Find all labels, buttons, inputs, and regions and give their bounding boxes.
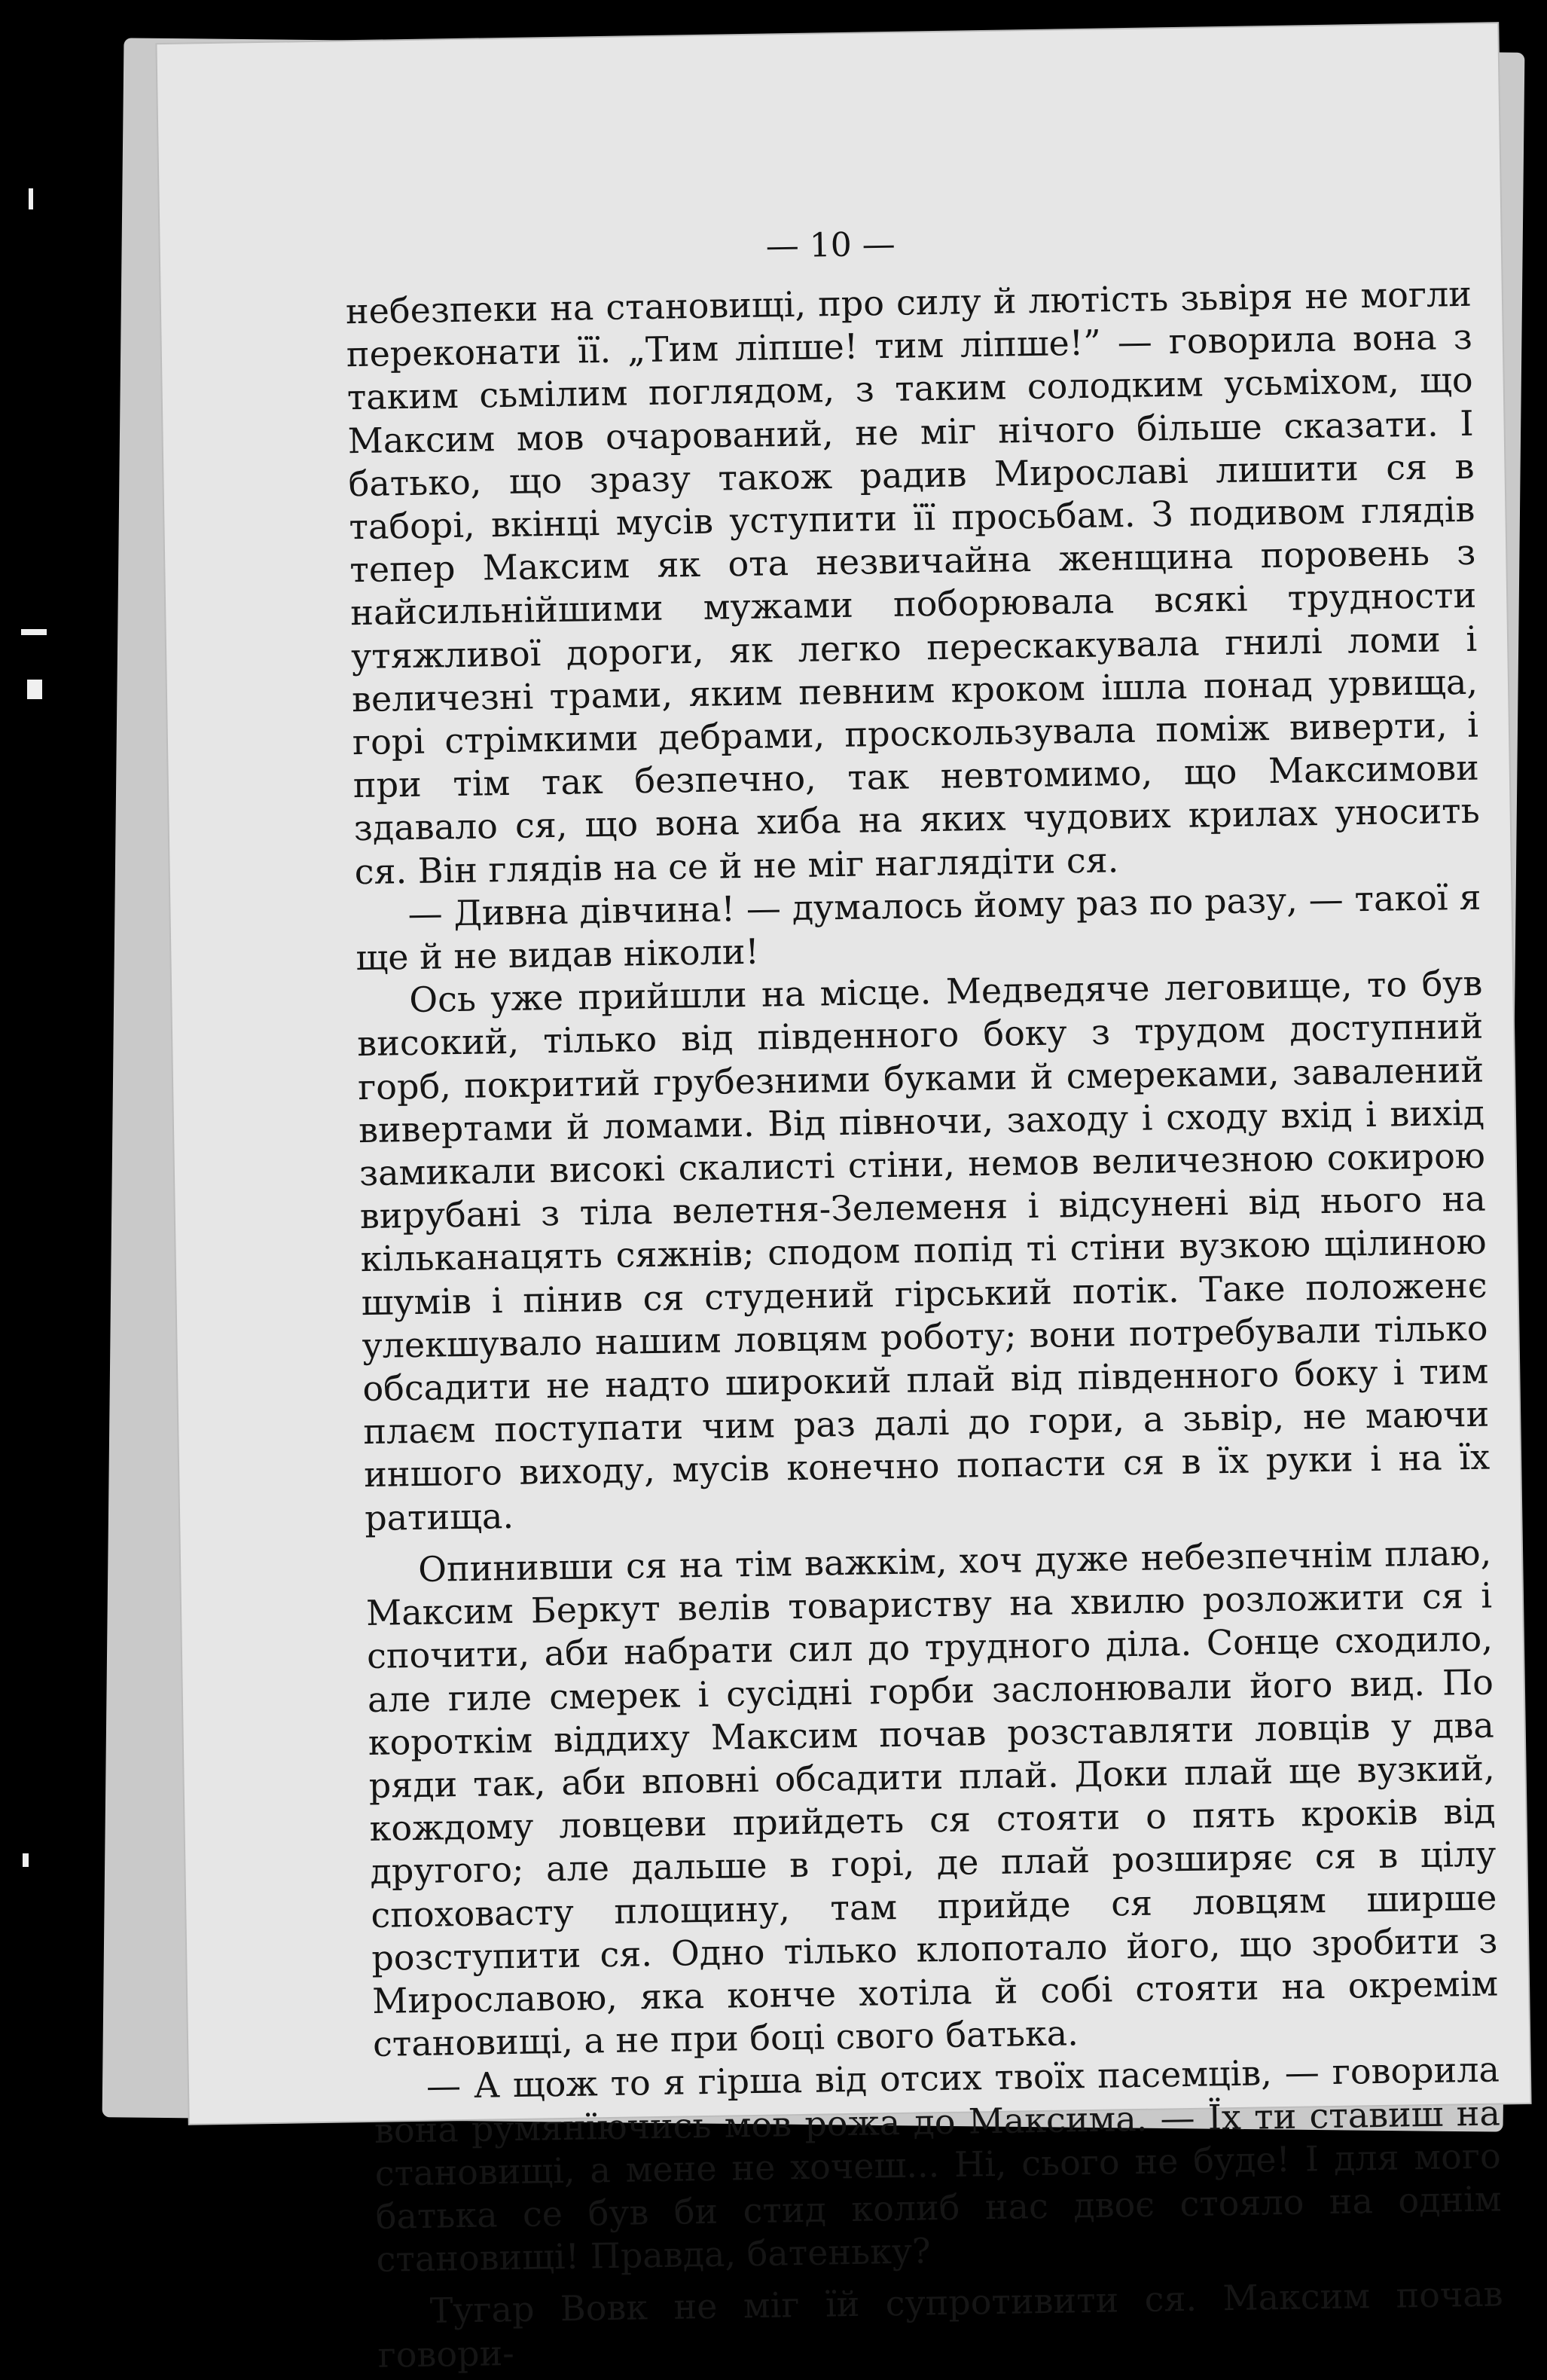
margin-speck [29, 188, 33, 209]
margin-speck [27, 680, 42, 699]
paragraph-tuhar-vovk: Тугар Вовк не міг їй супротивити ся. Максим почав говори- [377, 2273, 1503, 2375]
paragraph-lair-description: Ось уже прийшли на місце. Медведяче леговище, то був високий, тілько від південного боку з трудом доступний горб, покритий грубезними буками й смереками, завалений вивертами й ломами. Від півночи, заходу і сходу вхід і вихід замикали високі скалисті стіни, немов величезною сокирою вирубані з тіла велетня-Зелеменя і відсунені від нього на кільканацять сяжнів; сподом попід ті стіни вузкою щілиною шумів і пінив ся студений гірський потік. Таке положенє улекшувало нашим ловцям роботу; вони потребували тілько обсадити не надто широкий плай від південного боку і тим плаєм поступати чим раз далі до гори, а зьвір, не маючи иншого виходу, мусів конечно попасти ся в їх руки і на їх ратища. [356, 962, 1491, 1538]
paragraph-hunters-arrangement: Опинивши ся на тім важкім, хоч дуже небезпечнім плаю, Максим Беркут велів товариству на хвилю розложити ся і спочити, аби набрати сил до трудного діла. Сонце сходило, але гиле смерек і сусідні горби заслонювали його вид. По короткім віддиху Максим почав розставляти ловців у два ряди так, аби вповні обсадити плай. Доки плай ще вузкий, кождому ловцеви прийдеть ся стояти о пять кроків від другого; але дальше в горі, де плай розширяє ся в цілу споховасту площину, там прийде ся ловцям ширше розступити ся. Одно тілько клопотало його, що зробити з Мирославою, яка конче хотіла й собі стояти на окремім становищі, а не при боці свого батька. [365, 1532, 1499, 2065]
margin-speck [23, 1853, 29, 1867]
page-body-text [346, 273, 1504, 2377]
paragraph-continuation: небезпеки на становищі, про силу й лютість зьвіря не могли переконати її. „Тим ліпше! тим ліпше!” — говорила вона з таким сьмілим поглядом, з таким солодким усьміхом, що Максим мов очарований, не міг нічого більше сказати. І батько, що зразу також радив Мирославі лишити ся в таборі, вкінці мусів уступити її просьбам. З подивом глядів тепер Максим як ота незвичайна женщина поровень з найсильнійшими мужами поборювала всякі трудности утяжливої дороги, як легко перескакувала гнилі ломи і величезні трами, яким певним кроком ішла понад урвища, горі стрімкими дебрами, проскользувала поміж виверти, і при тім так безпечно, так невтомимо, що Максимови здавало ся, що вона хиба на яких чудових крилах уносить ся. Він глядів на се й не міг наглядіти ся. [345, 273, 1481, 892]
margin-speck [21, 629, 47, 635]
book-page [157, 23, 1530, 2375]
page-number: — 10 — [765, 225, 896, 266]
paragraph-dialogue: — Дивна дівчина! — думалось йому раз по разу, — такої я ще й не видав ніколи! [355, 876, 1481, 979]
paragraph-myroslava-speech: — А щож то я гірша від отсих твоїх пасемців, — говорила вона румянїючись мов рожа до Максима. — Їх ти ставиш на становищі, а мене не хочеш... Ні, сього не буде! І для мого батька се був би стид колиб нас двоє стояло на однім становищі! Правда, батеньку? [374, 2049, 1502, 2281]
